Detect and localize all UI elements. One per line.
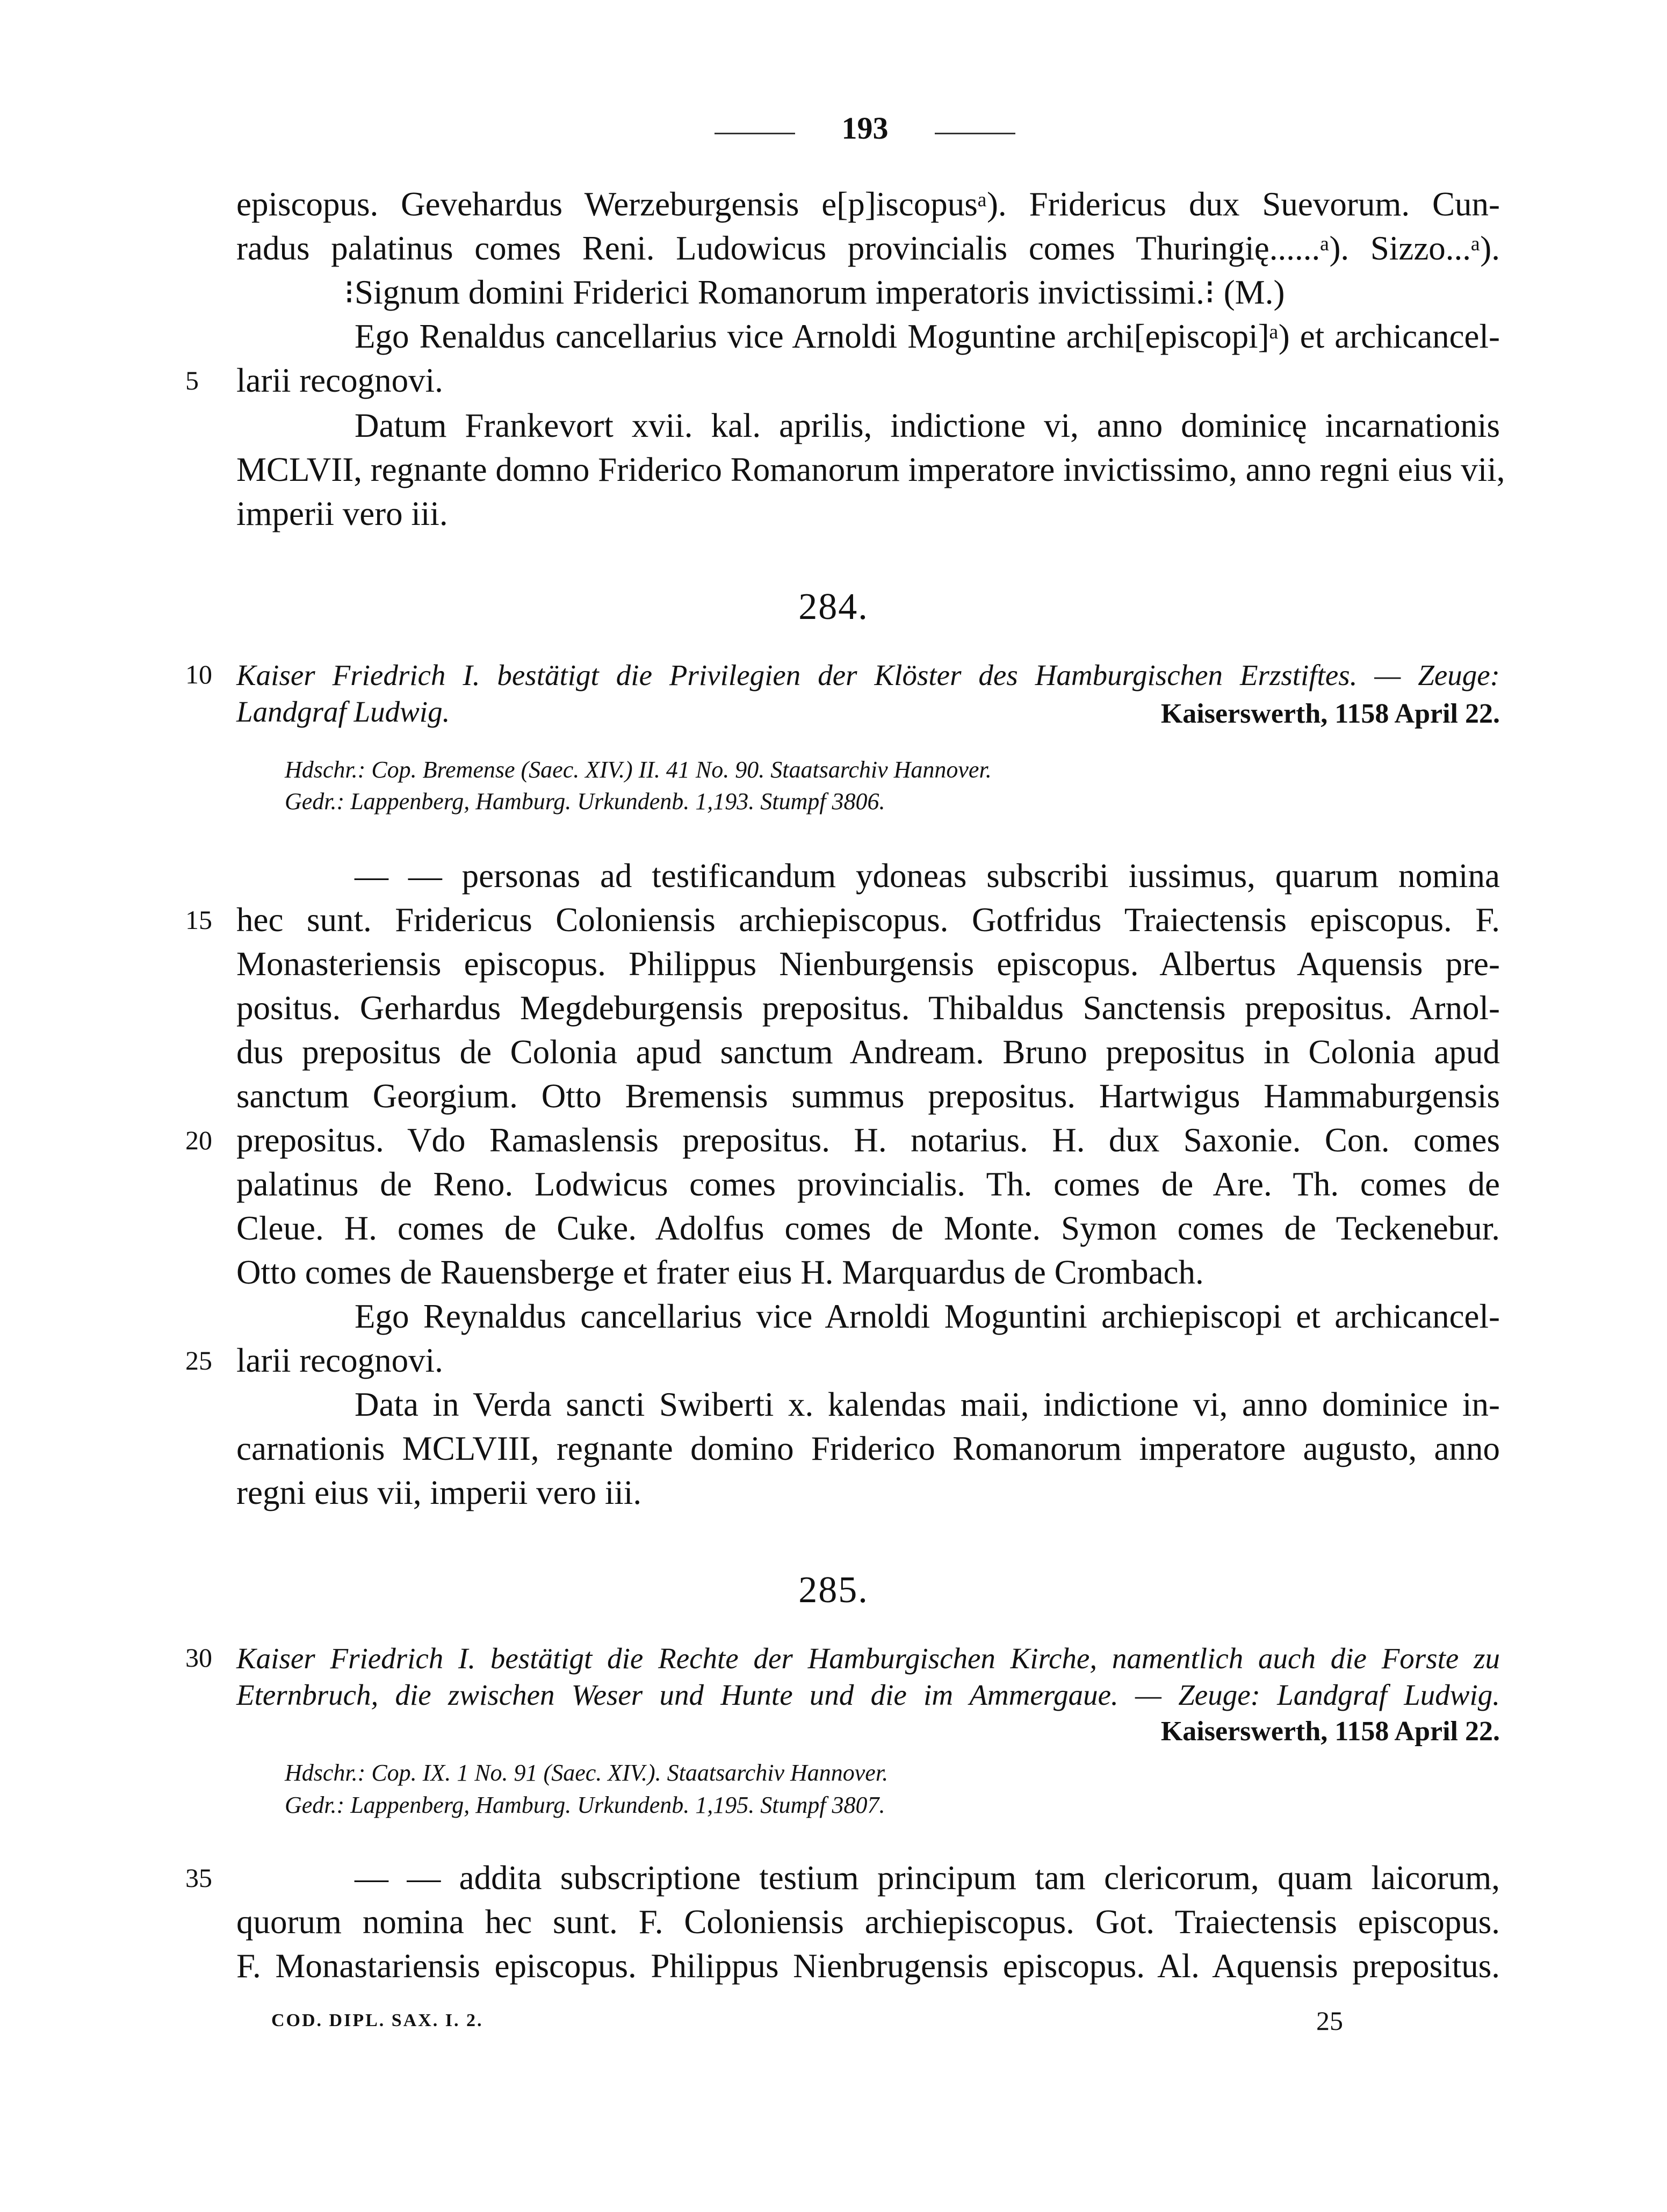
text-line: quorum nomina hec sunt. F. Coloniensis archiepiscopus. Got. Traiectensis episcopus. [236,1903,1500,1941]
page-number: 193 [841,111,889,146]
regest-line: Kaiser Friedrich I. bestätigt die Rechte der Hamburgischen Kirche, namentlich auch die Forste zu [236,1642,1500,1675]
line-number: 10 [185,659,212,689]
text-line: sanctum Georgium. Otto Bremensis summus prepositus. Hartwigus Hammaburgensis [236,1077,1500,1115]
text-line: Data in Verda sancti Swiberti x. kalendas maii, indictione vi, anno dominice in- [355,1386,1500,1423]
text-line: Datum Frankevort xvii. kal. aprilis, indictione vi, anno dominicę incarnationis [355,407,1500,444]
text-line: Ego Renaldus cancellarius vice Arnoldi Moguntine archi[episcopi]ᵃ) et archicancel- [355,318,1500,355]
regest-line: Kaiser Friedrich I. bestätigt die Privilegien der Klöster des Hamburgischen Erzstiftes. — Zeuge: [236,659,1500,691]
line-number: 25 [185,1345,212,1375]
date-place: Kaiserswerth, 1158 April 22. [1160,1716,1500,1747]
text-line: Monasteriensis episcopus. Philippus Nienburgensis episcopus. Albertus Aquensis pre- [236,945,1500,983]
line-number: 30 [185,1642,212,1673]
text-line: Otto comes de Rauensberge et frater eius H. Marquardus de Crombach. [236,1253,1204,1291]
text-line: prepositus. Vdo Ramaslensis prepositus. H. notarius. H. dux Saxonie. Con. comes [236,1121,1500,1159]
text-line: imperii vero iii. [236,495,448,532]
text-line: — — personas ad testificandum ydoneas subscribi iussimus, quarum nomina [355,857,1500,895]
text-line: dus prepositus de Colonia apud sanctum Andream. Bruno prepositus in Colonia apud [236,1033,1500,1071]
text-line: positus. Gerhardus Megdeburgensis prepositus. Thibaldus Sanctensis prepositus. Arnol- [236,989,1500,1027]
sheet-number: 25 [1316,2006,1343,2036]
print-source: Gedr.: Lappenberg, Hamburg. Urkundenb. 1,195. Stumpf 3807. [285,1792,885,1818]
text-line: radus palatinus comes Reni. Ludowicus provincialis comes Thuringię......ᵃ). Sizzo...ᵃ). [236,229,1500,267]
text-line: larii recognovi. [236,362,443,399]
date-place: Kaiserswerth, 1158 April 22. [1160,698,1500,729]
text-line: episcopus. Gevehardus Werzeburgensis e[p]iscopusᵃ). Fridericus dux Suevorum. Cun- [236,185,1500,223]
text-line: F. Monastariensis episcopus. Philippus Nienbrugensis episcopus. Al. Aquensis prepositus. [236,1947,1500,1985]
page-header [709,110,1021,148]
regest-line: Eternbruch, die zwischen Weser und Hunte und die im Ammergaue. — Zeuge: Landgraf Ludwig. [236,1678,1500,1711]
line-number: 15 [185,905,212,935]
text-line: — — addita subscriptione testium principum tam clericorum, quam laicorum, [355,1859,1500,1897]
manuscript-source: Hdschr.: Cop. IX. 1 No. 91 (Saec. XIV.). Staatsarchiv Hannover. [285,1760,889,1786]
text-line: MCLVII, regnante domno Friderico Romanorum imperatore invictissimo, anno regni eius vii, [236,451,1505,488]
text-line: carnationis MCLVIII, regnante domino Friderico Romanorum imperatore augusto, anno [236,1430,1500,1467]
print-source: Gedr.: Lappenberg, Hamburg. Urkundenb. 1,193. Stumpf 3806. [285,788,885,815]
signum-line: ⁝Signum domini Friderici Romanorum imperatoris invictissimi.⁝ (M.) [344,273,1285,311]
line-number: 20 [185,1125,212,1155]
text-line: Ego Reynaldus cancellarius vice Arnoldi Moguntini archiepiscopi et archicancel- [355,1298,1500,1335]
document-number: 285. [798,1569,869,1611]
sheet-signature: COD. DIPL. SAX. I. 2. [271,2011,483,2030]
header-rule-right [935,133,1015,134]
text-line: hec sunt. Fridericus Coloniensis archiepiscopus. Gotfridus Traiectensis episcopus. F. [236,901,1500,939]
text-line: larii recognovi. [236,1342,443,1379]
manuscript-source: Hdschr.: Cop. Bremense (Saec. XIV.) II. 41 No. 90. Staatsarchiv Hannover. [285,756,992,783]
text-line: regni eius vii, imperii vero iii. [236,1474,642,1511]
line-number: 35 [185,1863,212,1893]
line-number: 5 [185,365,199,395]
regest-line: Landgraf Ludwig. [236,695,450,728]
document-number: 284. [798,586,869,628]
text-line: Cleue. H. comes de Cuke. Adolfus comes de Monte. Symon comes de Teckenebur. [236,1209,1500,1247]
text-line: palatinus de Reno. Lodwicus comes provincialis. Th. comes de Are. Th. comes de [236,1165,1500,1203]
